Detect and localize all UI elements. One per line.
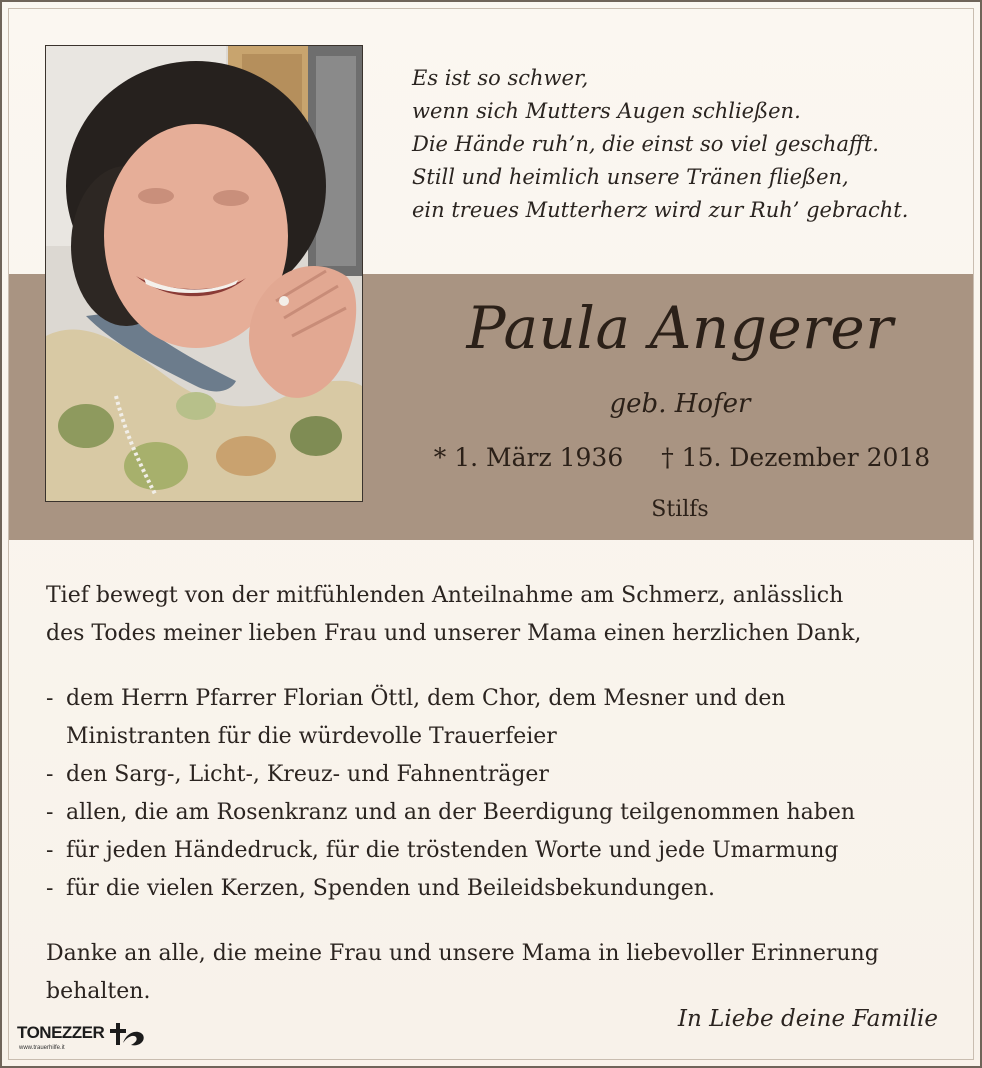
list-marker: -	[46, 876, 54, 901]
list-marker: -	[46, 800, 54, 825]
logo-url: www.trauerhilfe.it	[19, 1045, 65, 1051]
closing-line: Danke an alle, die meine Frau und unsere Mama in liebevoller Erinnerung	[46, 941, 879, 966]
list-item	[46, 832, 946, 870]
death-date: † 15. Dezember 2018	[661, 443, 931, 472]
verse-line: ein treues Mutterherz wird zur Ruh’ gebracht.	[412, 198, 909, 222]
logo-wordmark: TONEZZER	[17, 1023, 105, 1042]
birth-date: * 1. März 1936	[433, 443, 624, 472]
list-item-line: allen, die am Rosenkranz und an der Beerdigung teilgenommen haben	[66, 800, 856, 825]
list-item-line: Ministranten für die würdevolle Trauerfeier	[66, 724, 557, 749]
intro-line: Tief bewegt von der mitfühlenden Anteilnahme am Schmerz, anlässlich	[46, 583, 844, 608]
maiden-name: geb. Hofer	[609, 389, 751, 419]
list-marker: -	[46, 762, 54, 787]
portrait-photo	[45, 45, 363, 502]
list-item	[46, 794, 946, 832]
memorial-verse	[412, 62, 952, 227]
list-item-line: für jeden Händedruck, für die tröstenden Worte und jede Umarmung	[66, 838, 839, 863]
list-marker: -	[46, 838, 54, 863]
verse-line: Die Hände ruh’n, die einst so viel geschafft.	[412, 132, 879, 156]
closing-line: behalten.	[46, 979, 151, 1004]
signature: In Liebe deine Familie	[677, 1006, 938, 1032]
verse-line: wenn sich Mutters Augen schließen.	[412, 99, 801, 123]
thanks-intro	[46, 577, 946, 653]
list-marker: -	[46, 686, 54, 711]
life-dates	[382, 438, 982, 478]
publisher-logo	[17, 1019, 157, 1059]
thanks-list	[46, 680, 946, 908]
intro-line: des Todes meiner lieben Frau und unserer Mama einen herzlichen Dank,	[46, 621, 862, 646]
list-item-line: den Sarg-, Licht-, Kreuz- und Fahnenträger	[66, 762, 549, 787]
list-item	[46, 680, 946, 756]
verse-line: Es ist so schwer,	[412, 66, 589, 90]
hometown: Stilfs	[651, 497, 709, 522]
list-item	[46, 756, 946, 794]
list-item-line: für die vielen Kerzen, Spenden und Beileidsbekundungen.	[66, 876, 715, 901]
list-item	[46, 870, 946, 908]
list-item-line: dem Herrn Pfarrer Florian Öttl, dem Chor, dem Mesner und den	[66, 686, 786, 711]
cross-dove-icon	[109, 1021, 147, 1055]
verse-line: Still und heimlich unsere Tränen fließen,	[412, 165, 849, 189]
deceased-name: Paula Angerer	[466, 294, 894, 362]
